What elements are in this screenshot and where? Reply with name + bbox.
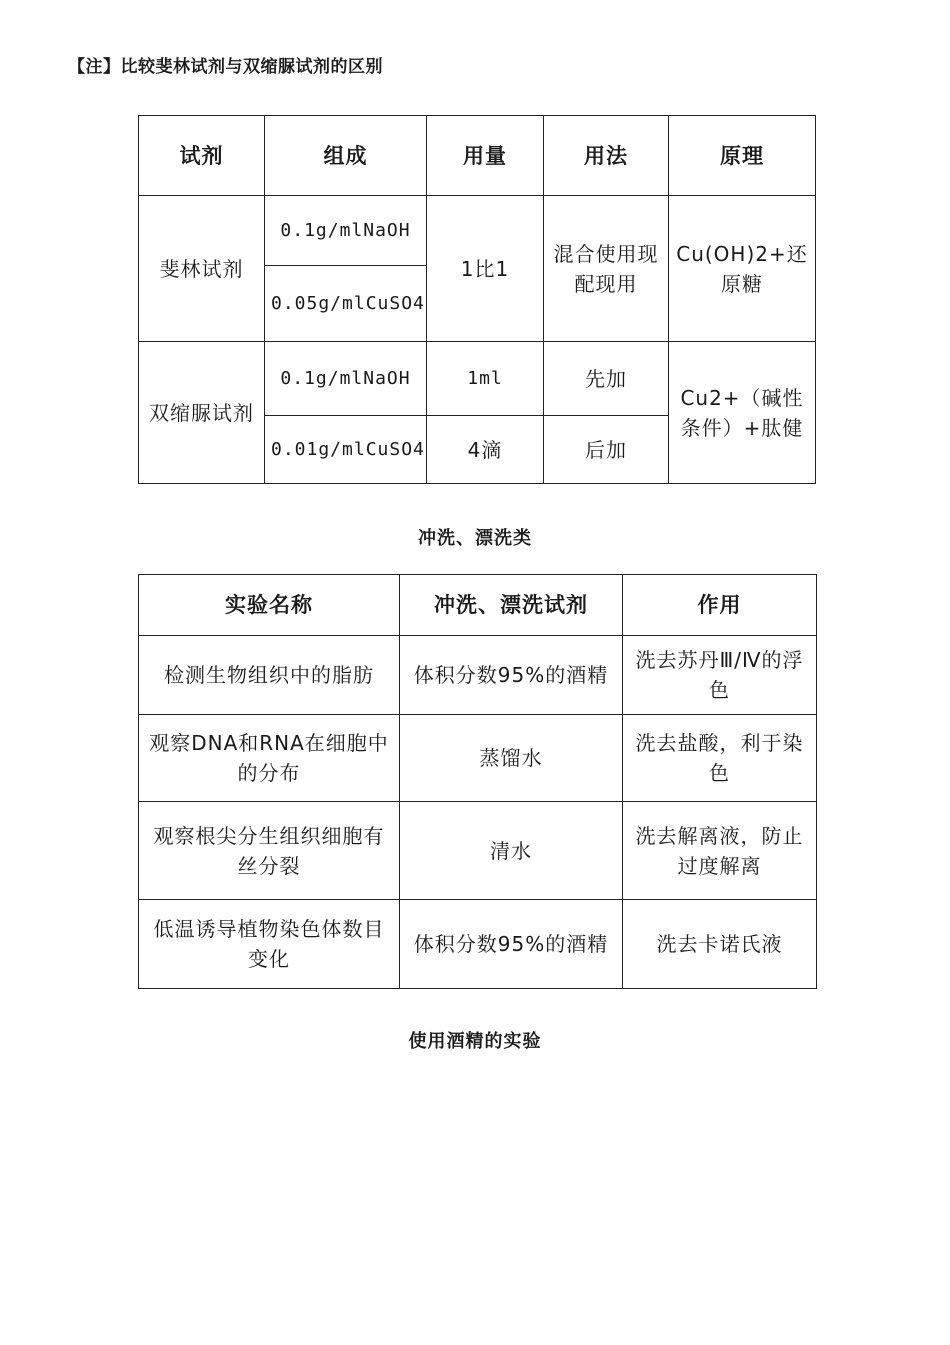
header-composition: 组成 [265, 116, 427, 196]
washing-effect: 洗去盐酸，利于染色 [623, 715, 817, 802]
washing-reagent: 清水 [400, 802, 623, 900]
biuret-principle: Cu2+（碱性条件）+肽健 [669, 342, 816, 484]
biuret-usage-2: 后加 [544, 416, 669, 484]
table-row [139, 342, 816, 416]
table-row [139, 196, 816, 266]
washing-reagent: 体积分数95%的酒精 [400, 900, 623, 989]
biuret-amount-2: 4滴 [427, 416, 544, 484]
header-amount: 用量 [427, 116, 544, 196]
header-effect: 作用 [623, 575, 817, 636]
table-row [139, 636, 817, 715]
header-washing-reagent: 冲洗、漂洗试剂 [400, 575, 623, 636]
washing-reagent-table [138, 574, 817, 989]
experiment-name: 观察根尖分生组织细胞有丝分裂 [139, 802, 400, 900]
table-header-row [139, 575, 817, 636]
experiment-name: 观察DNA和RNA在细胞中的分布 [139, 715, 400, 802]
table-row [139, 802, 817, 900]
caption-alcohol: 使用酒精的实验 [408, 1031, 542, 1052]
table-row [139, 900, 817, 989]
washing-reagent: 蒸馏水 [400, 715, 623, 802]
biuret-usage-1: 先加 [544, 342, 669, 416]
biuret-amount-1: 1ml [427, 342, 544, 416]
header-experiment-name: 实验名称 [139, 575, 400, 636]
biuret-comp-cuso4: 0.01g/mlCuSO4 [265, 416, 427, 484]
fehling-amount: 1比1 [427, 196, 544, 342]
header-usage: 用法 [544, 116, 669, 196]
note-heading: 【注】比较斐林试剂与双缩脲试剂的区别 [68, 57, 383, 77]
biuret-name: 双缩脲试剂 [139, 342, 265, 484]
fehling-name: 斐林试剂 [139, 196, 265, 342]
experiment-name: 检测生物组织中的脂肪 [139, 636, 400, 715]
table-header-row [139, 116, 816, 196]
reagent-comparison-table [138, 115, 816, 484]
washing-effect: 洗去卡诺氏液 [623, 900, 817, 989]
fehling-principle: Cu(OH)2+还原糖 [669, 196, 816, 342]
washing-effect: 洗去解离液，防止过度解离 [623, 802, 817, 900]
fehling-comp-cuso4: 0.05g/mlCuSO4 [265, 266, 427, 342]
experiment-name: 低温诱导植物染色体数目变化 [139, 900, 400, 989]
header-principle: 原理 [669, 116, 816, 196]
fehling-usage: 混合使用现配现用 [544, 196, 669, 342]
header-reagent: 试剂 [139, 116, 265, 196]
caption-washing: 冲洗、漂洗类 [418, 528, 532, 549]
table-row [139, 715, 817, 802]
washing-effect: 洗去苏丹Ⅲ/Ⅳ的浮色 [623, 636, 817, 715]
fehling-comp-naoh: 0.1g/mlNaOH [265, 196, 427, 266]
biuret-comp-naoh: 0.1g/mlNaOH [265, 342, 427, 416]
washing-reagent: 体积分数95%的酒精 [400, 636, 623, 715]
